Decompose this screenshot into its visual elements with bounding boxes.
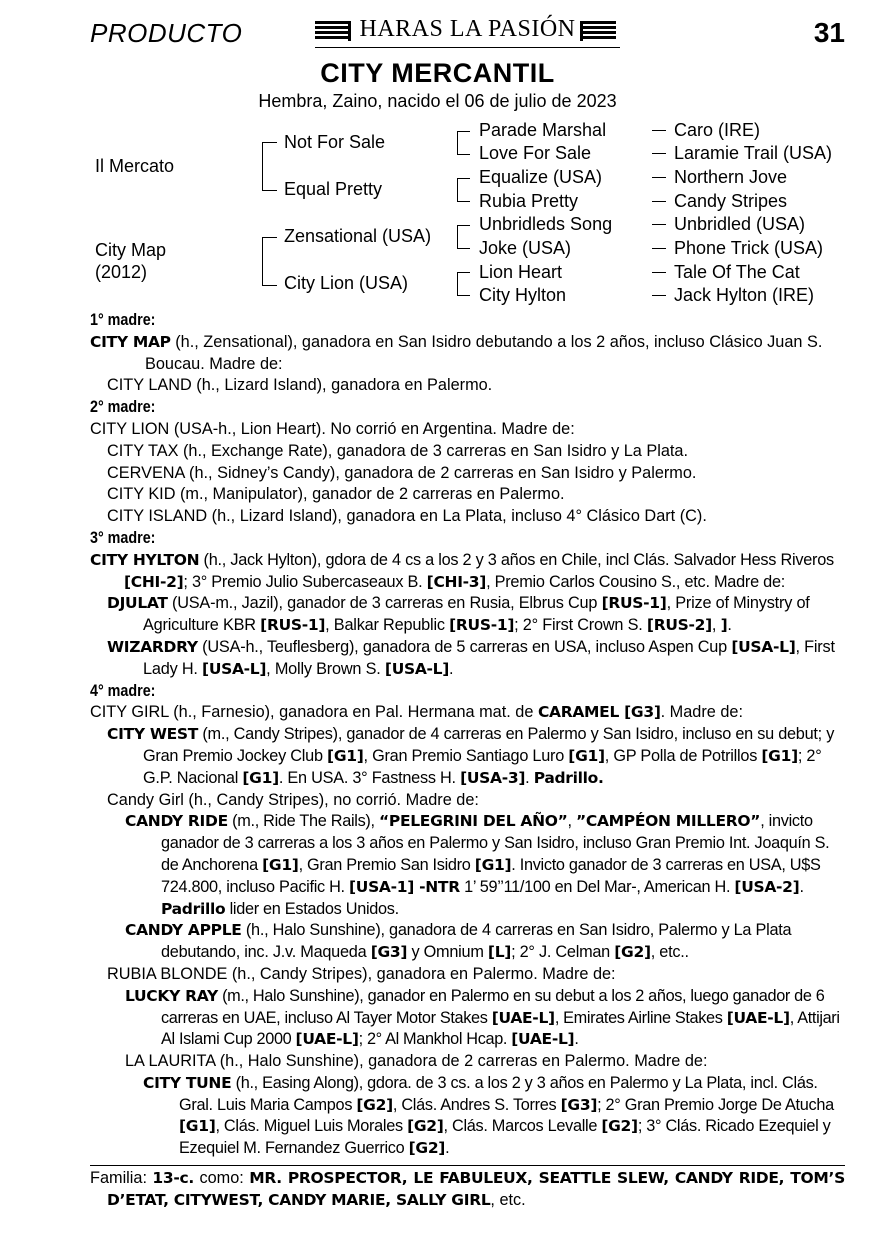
pedigree-sire: Il Mercato (95, 156, 175, 176)
pedigree-g3: City Hylton (479, 285, 567, 305)
entry: CITY ISLAND (h., Lizard Island), ganadora en La Plata, incluso 4° Clásico Dart (C). (107, 507, 707, 526)
familia-footer: Familia: 13-c. como: MR. PROSPECTOR, LE FABULEUX, SEATTLE SLEW, CANDY RIDE, TOM’S D’ETAT, CITYWEST, CANDY MARIE, SALLY GIRL, etc. (90, 1169, 845, 1209)
entry: WIZARDRY (USA-h., Teuflesberg), ganadora de 5 carreras en USA, incluso Aspen Cup [USA-L], First Lady H. [USA-L], Molly Brown S. [USA-L]. (107, 637, 835, 678)
pedigree-g4: Jack Hylton (IRE) (674, 285, 815, 305)
dam-heading: 2° madre: (90, 398, 156, 417)
pedigree-g2: City Lion (USA) (284, 273, 409, 293)
pedigree-g2: Equal Pretty (284, 179, 383, 199)
logo-bars-left (315, 21, 351, 41)
haras-logo (315, 16, 620, 48)
pedigree-bracket (457, 131, 470, 155)
entry: CANDY RIDE (m., Ride The Rails), “PELEGRINI DEL AÑO”, ”CAMPÉON MILLERO”, invicto ganador de 3 carreras a los 3 años en Palermo y San Isidro, incluso Gran Premio Int. Joaquín S. de Anchorena [G1], Gran Premio San Isidro [G1]. Invicto ganador de 3 carreras en USA, U$S 724.800, incluso Pacific H. [USA-1] -NTR 1’ 59’’11/100 en Del Mar-, American H. [USA-2]. Padrillo lider en Estados Unidos. (125, 812, 830, 918)
section-label: PRODUCTO (90, 18, 243, 48)
pedigree-g4: Candy Stripes (674, 191, 788, 211)
pedigree-g4: Northern Jove (674, 167, 788, 187)
entry: CITY TAX (h., Exchange Rate), ganadora de 3 carreras en San Isidro y La Plata. (107, 441, 689, 460)
entry: Candy Girl (h., Candy Stripes), no corrió. Madre de: (107, 790, 479, 809)
pedigree-dam: City Map (95, 240, 167, 260)
entry: CITY HYLTON (h., Jack Hylton), gdora de 4 cs a los 2 y 3 años en Chile, incl Clás. Salvador Hess Riveros [CHI-2]; 3° Premio Julio Subercaseaux B. [CHI-3], Premio Carlos Cousino S., etc. Madre de: (90, 550, 834, 591)
pedigree-dam-year: (2012) (95, 262, 148, 282)
pedigree-g3: Love For Sale (479, 143, 592, 163)
pedigree-bracket (457, 178, 470, 202)
entry: CERVENA (h., Sidney’s Candy), ganadora de 2 carreras en San Isidro y Palermo. (107, 463, 697, 482)
pedigree-g4: Phone Trick (USA) (674, 238, 824, 258)
dam-heading: 3° madre: (90, 528, 156, 547)
pedigree-g3: Lion Heart (479, 262, 563, 282)
pedigree-g4: Unbridled (USA) (674, 214, 806, 234)
pedigree-g3: Rubia Pretty (479, 191, 579, 211)
pedigree-bracket (457, 225, 470, 249)
pedigree-bracket (262, 142, 277, 191)
pedigree-g3: Unbridleds Song (479, 214, 613, 234)
pedigree-g3: Parade Marshal (479, 120, 607, 140)
pedigree-bracket (262, 237, 277, 286)
entry: CITY GIRL (h., Farnesio), ganadora en Pal. Hermana mat. de CARAMEL [G3]. Madre de: (90, 703, 743, 722)
pedigree-g4: Laramie Trail (USA) (674, 143, 833, 163)
entry: LUCKY RAY (m., Halo Sunshine), ganador en Palermo en su debut a los 2 años, luego ganador de 6 carreras en UAE, incluso Al Tayer Motor Stakes [UAE-L], Emirates Airline Stakes [UAE-L], Attijari Al Islami Cup 2000 [UAE-L]; 2° Al Mankhol Hcap. [UAE-L]. (125, 986, 840, 1049)
entry: CITY MAP (h., Zensational), ganadora en San Isidro debutando a los 2 años, incluso Clásico Juan S. Boucau. Madre de: (90, 332, 823, 373)
entry: DJULAT (USA-m., Jazil), ganador de 3 carreras en Rusia, Elbrus Cup [RUS-1], Prize of Minystry of Agriculture KBR [RUS-1], Balkar Republic [RUS-1]; 2° First Crown S. [RUS-2], ]. (107, 594, 810, 635)
entry: CITY KID (m., Manipulator), ganador de 2 carreras en Palermo. (107, 485, 565, 504)
pedigree-g2: Not For Sale (284, 132, 386, 152)
pedigree-g3: Equalize (USA) (479, 167, 603, 187)
horse-description: Hembra, Zaino, nacido el 06 de julio de 2023 (258, 91, 617, 111)
entry: CANDY APPLE (h., Halo Sunshine), ganadora de 4 carreras en San Isidro, Palermo y La Plata debutando, inc. J.v. Maqueda [G3] y Omnium [L]; 2° J. Celman [G2], etc.. (125, 921, 792, 962)
dam-heading: 4° madre: (90, 681, 156, 700)
pedigree-g3: Joke (USA) (479, 238, 572, 258)
logo-bars-right (580, 21, 616, 41)
entry: CITY LAND (h., Lizard Island), ganadora en Palermo. (107, 376, 493, 395)
entry: LA LAURITA (h., Halo Sunshine), ganadora de 2 carreras en Palermo. Madre de: (125, 1052, 708, 1071)
pedigree-bracket (457, 272, 470, 296)
page-number: 31 (813, 17, 845, 48)
footer-divider (90, 1165, 845, 1166)
entry: CITY WEST (m., Candy Stripes), ganador de 4 carreras en Palermo y San Isidro, incluso en su debut; y Gran Premio Jockey Club [G1], Gran Premio Santiago Luro [G1], GP Polla de Potrillos [G1]; 2° G.P. Nacional [G1]. En USA. 3° Fastness H. [USA-3]. Padrillo. (107, 725, 835, 787)
entry: RUBIA BLONDE (h., Candy Stripes), ganadora en Palermo. Madre de: (107, 964, 616, 983)
pedigree-g2: Zensational (USA) (284, 226, 432, 246)
pedigree-g4: Caro (IRE) (674, 120, 761, 140)
pedigree-g4: Tale Of The Cat (674, 262, 800, 282)
horse-name: CITY MERCANTIL (320, 58, 555, 88)
entry: CITY LION (USA-h., Lion Heart). No corrió en Argentina. Madre de: (90, 419, 575, 438)
logo-underline (315, 47, 620, 48)
haras-name: HARAS LA PASIÓN (359, 16, 576, 42)
dam-heading: 1° madre: (90, 311, 156, 329)
entry: CITY TUNE (h., Easing Along), gdora. de 3 cs. a los 2 y 3 años en Palermo y La Plata, incl. Clás. Gral. Luis Maria Campos [G2], Clás. Andres S. Torres [G3]; 2° Gran Premio Jorge De Atucha [G1], Clás. Miguel Luis Morales [G2], Clás. Marcos Levalle [G2]; 3° Clás. Ricado Ezequiel y Ezequiel M. Fernandez Guerrico [G2]. (143, 1073, 834, 1158)
family-text (90, 310, 845, 1160)
